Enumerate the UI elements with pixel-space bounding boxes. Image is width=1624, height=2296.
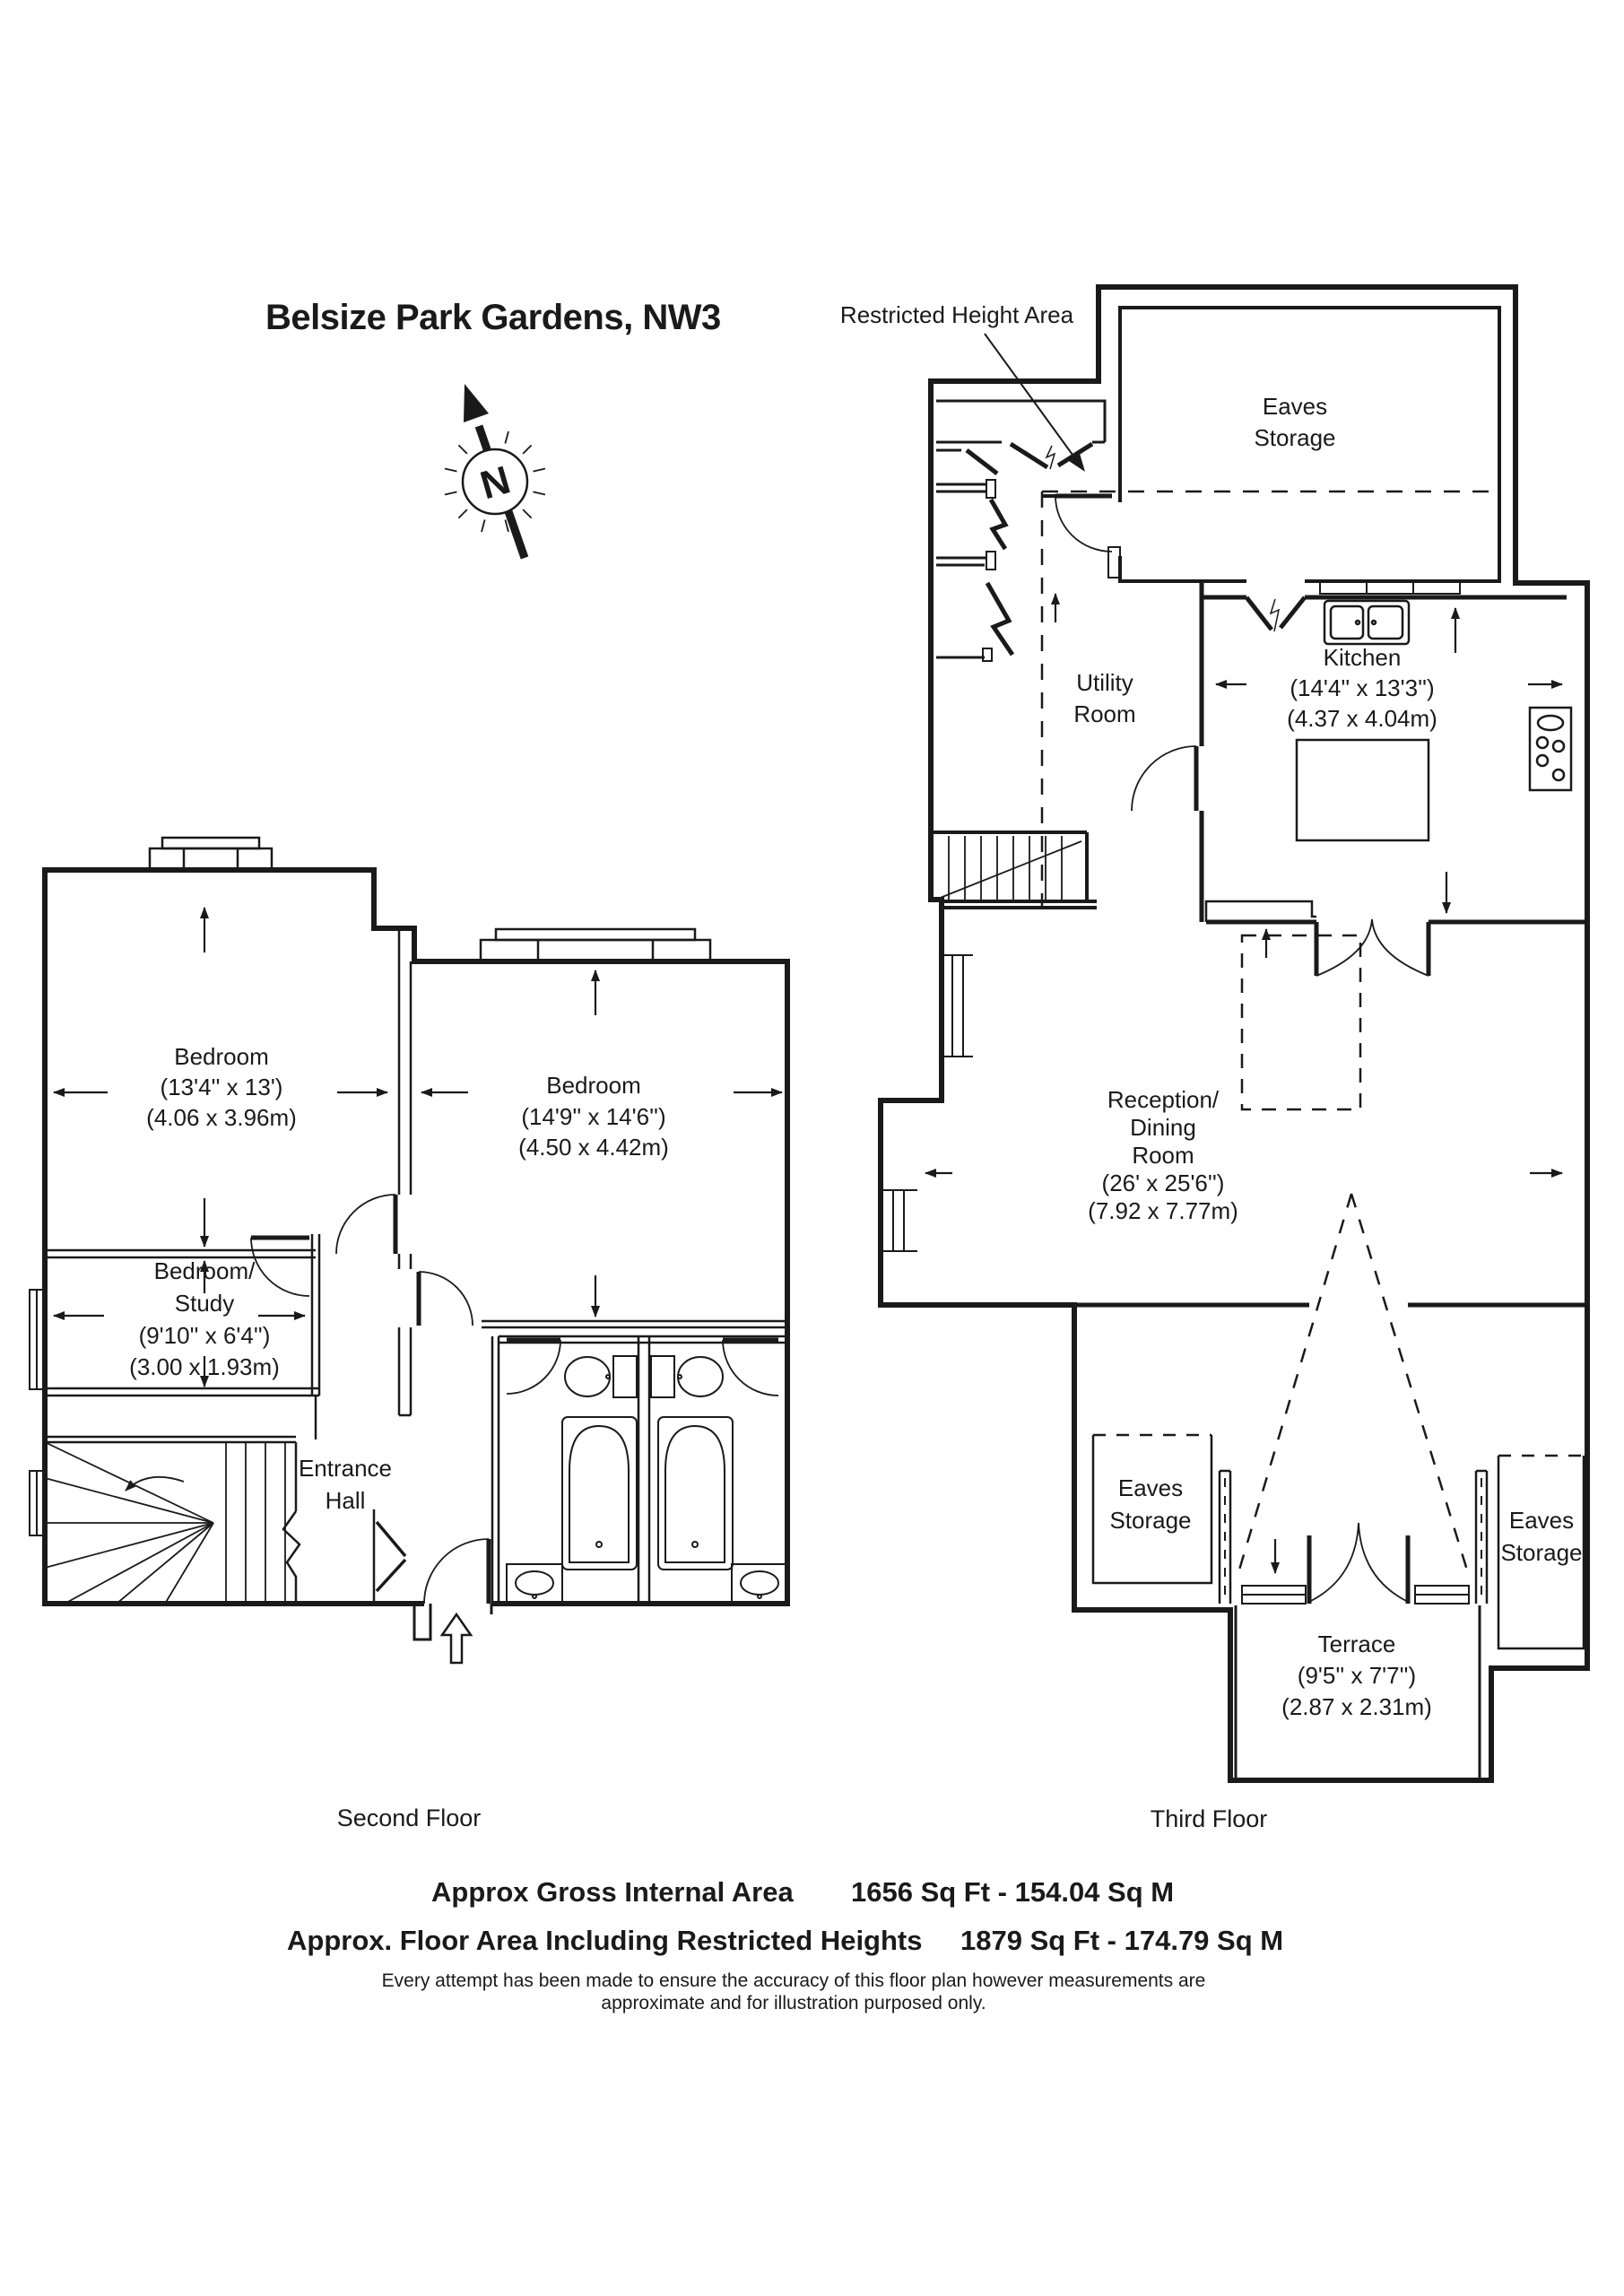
- reception-double-doors: [1316, 919, 1429, 976]
- room-name: Bedroom/: [153, 1257, 256, 1284]
- second-floor-doors: [251, 1195, 778, 1604]
- room-name: Dining: [1130, 1114, 1196, 1141]
- room-dims-m: (2.87 x 2.31m): [1281, 1693, 1432, 1720]
- reception-label: [1088, 1086, 1238, 1224]
- page-title: Belsize Park Gardens, NW3: [265, 298, 721, 337]
- room-name: Entrance: [298, 1455, 393, 1482]
- toilet-icon: [565, 1356, 637, 1397]
- room-name: Reception/: [1107, 1086, 1220, 1113]
- room-name: Terrace: [1317, 1631, 1396, 1657]
- kitchen-top-wall: [1202, 581, 1567, 644]
- disclaimer-line2: approximate and for illustration purposed only.: [601, 1993, 986, 2013]
- restricted-height-leader: [985, 334, 1085, 472]
- sink-icon: [732, 1564, 787, 1604]
- sink-icon: [507, 1564, 562, 1604]
- terrace-french-doors: [1309, 1523, 1408, 1604]
- third-floor-plan: [881, 287, 1587, 1780]
- kitchen-label: [1287, 644, 1437, 732]
- restricted-area-label: Approx. Floor Area Including Restricted Heights: [287, 1925, 923, 1956]
- room-dims-m: (3.00 x 1.93m): [129, 1353, 280, 1380]
- room-name: Storage: [1109, 1507, 1192, 1534]
- bay-window-bedroom2: [481, 929, 710, 961]
- room-name: Study: [174, 1290, 235, 1317]
- terrace-columns: [1220, 1471, 1487, 1604]
- gross-area-value: 1656 Sq Ft - 154.04 Sq M: [851, 1876, 1175, 1908]
- bedroom1-label: [146, 1043, 297, 1131]
- room-dims-ft: (9'10'' x 6'4''): [138, 1322, 271, 1349]
- hob-icon: [1530, 708, 1571, 790]
- toilet-icon: [651, 1356, 723, 1397]
- room-name: Eaves: [1262, 393, 1328, 420]
- terrace-window: [1242, 1586, 1469, 1604]
- reception-top-walls: [1206, 901, 1587, 976]
- bathroom-fixtures: [507, 1356, 787, 1604]
- restricted-cupboards: [936, 401, 1105, 661]
- room-name: Storage: [1254, 424, 1336, 451]
- room-dims-ft: (13'4'' x 13'): [160, 1074, 283, 1100]
- utility-walls: [1132, 581, 1202, 922]
- room-name: Utility: [1076, 669, 1133, 696]
- entry-arrow-icon: [442, 1614, 471, 1663]
- room-dims-ft: (26' x 25'6''): [1101, 1170, 1225, 1196]
- restricted-height-label: Restricted Height Area: [839, 301, 1074, 328]
- room-dims-m: (7.92 x 7.77m): [1088, 1197, 1238, 1224]
- eaves-utility-door: [1042, 496, 1120, 578]
- room-dims-ft: (14'4'' x 13'3''): [1290, 674, 1435, 701]
- room-name: Eaves: [1508, 1507, 1575, 1534]
- stairs-second-floor: [45, 1442, 285, 1604]
- kitchen-windows: [1320, 581, 1460, 594]
- gross-area-label: Approx Gross Internal Area: [431, 1876, 794, 1908]
- restricted-area-value: 1879 Sq Ft - 174.79 Sq M: [960, 1925, 1284, 1956]
- bay-window-bedroom1: [150, 838, 272, 870]
- bathtub-icon: [562, 1417, 637, 1570]
- hall-closet-doors: [377, 1522, 405, 1591]
- compass-north-icon: [445, 384, 545, 558]
- second-floor-plan: [30, 838, 787, 1663]
- bathtub-icon: [658, 1417, 733, 1570]
- second-floor-caption: Second Floor: [336, 1805, 482, 1831]
- room-dims-m: (4.06 x 3.96m): [146, 1104, 297, 1131]
- room-dims-ft: (9'5'' x 7'7''): [1297, 1662, 1417, 1689]
- room-name: Hall: [325, 1487, 366, 1514]
- room-name: Room: [1073, 700, 1136, 727]
- kitchen-island: [1297, 740, 1429, 840]
- third-floor-caption: Third Floor: [1150, 1805, 1268, 1832]
- dimension-arrows-third: [925, 594, 1562, 1573]
- disclaimer-line1: Every attempt has been made to ensure the accuracy of this floor plan however measurements are: [381, 1970, 1206, 1991]
- room-name: Bedroom: [174, 1043, 269, 1070]
- eaves-storage-right-label: [1500, 1507, 1582, 1566]
- second-floor-outer-walls: [45, 870, 787, 1604]
- bedroom2-label: [518, 1072, 669, 1161]
- compass-letter: N: [475, 457, 516, 509]
- utility-room-label: [1073, 669, 1135, 727]
- room-name: Room: [1132, 1142, 1194, 1169]
- room-dims-m: (4.37 x 4.04m): [1287, 705, 1437, 732]
- roof-slope-dashed: [1238, 1194, 1469, 1576]
- room-name: Bedroom: [546, 1072, 641, 1099]
- bedroom-study-label: [129, 1257, 280, 1380]
- room-name: Eaves: [1117, 1474, 1184, 1501]
- eaves-storage-left-label: [1109, 1474, 1191, 1534]
- room-dims-m: (4.50 x 4.42m): [518, 1134, 669, 1161]
- entrance-hall-label: [299, 1455, 392, 1514]
- room-dims-ft: (14'9'' x 14'6''): [521, 1103, 666, 1130]
- kitchen-sink-icon: [1324, 601, 1409, 644]
- terrace-label: [1281, 1631, 1432, 1720]
- room-name: Kitchen: [1323, 644, 1402, 671]
- room-name: Storage: [1500, 1539, 1583, 1566]
- stairs-third-floor: [931, 832, 1097, 908]
- eaves-storage-top-label: [1254, 393, 1335, 451]
